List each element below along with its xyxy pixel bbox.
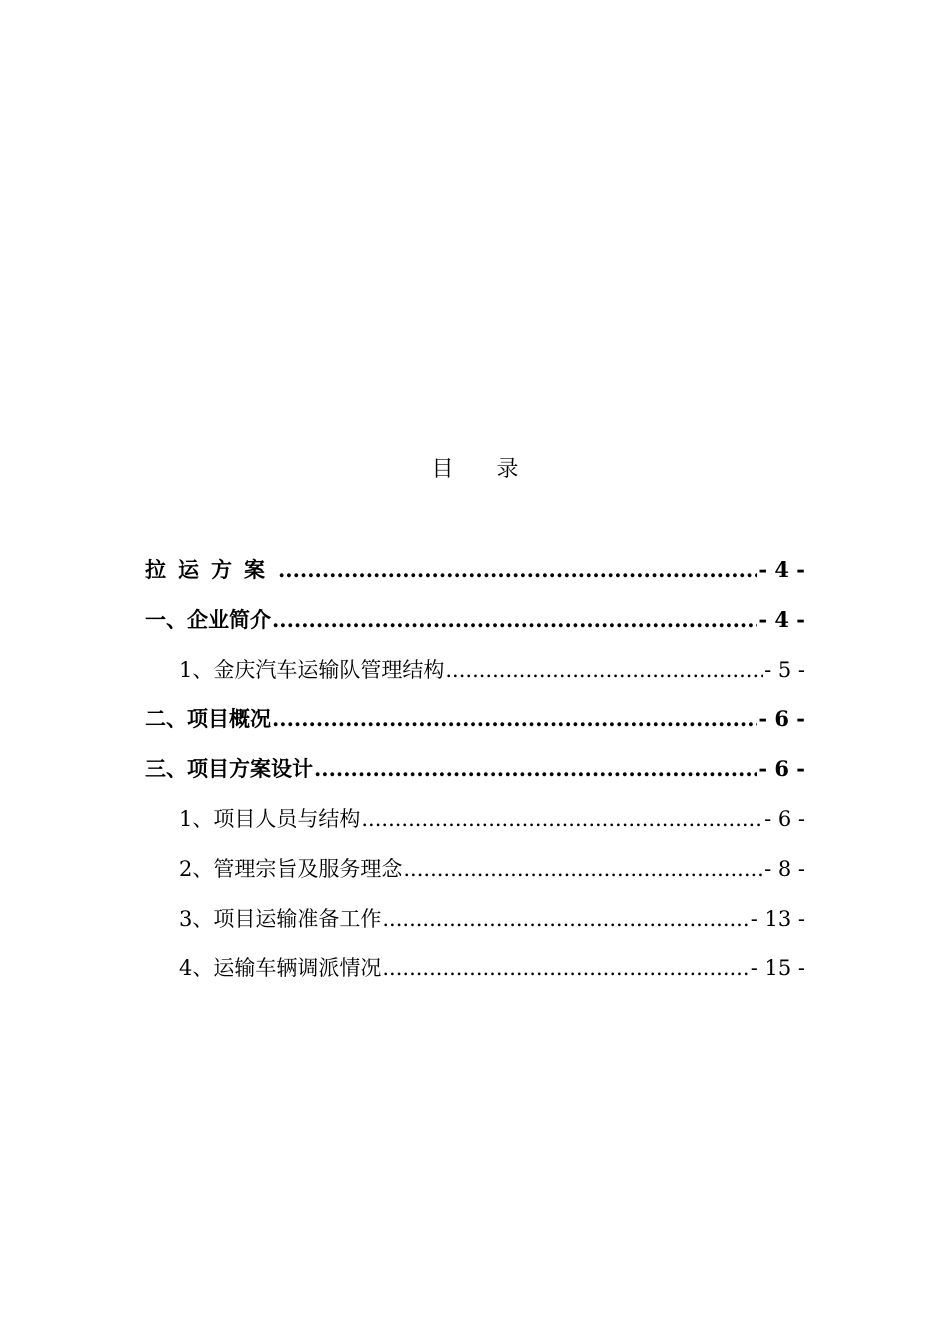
toc-entry-transport-preparation[interactable] (145, 899, 805, 949)
toc-dot-leader (403, 849, 763, 889)
toc-page-number: - 4 - (758, 606, 805, 632)
toc-entry-company-intro[interactable] (145, 600, 805, 650)
toc-entry-label: 拉运方案 (145, 557, 277, 582)
toc-entry-label: 1、金庆汽车运输队管理结构 (179, 657, 445, 682)
toc-dot-leader (272, 699, 757, 739)
toc-title: 目 录 (431, 457, 537, 482)
toc-entry-project-design[interactable] (145, 749, 805, 799)
toc-dot-leader (272, 600, 757, 640)
toc-list (145, 550, 805, 998)
toc-dot-leader (314, 749, 757, 789)
toc-page-number: - 6 - (764, 806, 805, 831)
toc-dot-leader (361, 799, 763, 839)
toc-dot-leader (278, 550, 757, 590)
toc-page-number: - 8 - (764, 856, 805, 881)
toc-page-number: - 6 - (758, 706, 805, 732)
toc-entry-label: 二、项目概况 (145, 706, 271, 732)
toc-dot-leader (445, 650, 763, 690)
toc-entry-label: 2、管理宗旨及服务理念 (179, 856, 403, 881)
toc-page-number: - 6 - (758, 756, 805, 782)
toc-dot-leader (382, 948, 749, 988)
toc-entry-management-philosophy[interactable] (145, 849, 805, 899)
toc-entry-staff-structure[interactable] (145, 799, 805, 849)
toc-page-number: - 4 - (758, 557, 805, 582)
toc-entry-vehicle-dispatch[interactable] (145, 948, 805, 998)
toc-entry-transport-plan[interactable] (145, 550, 805, 600)
toc-page-number: - 13 - (750, 906, 805, 931)
toc-entry-label: 4、运输车辆调派情况 (179, 956, 382, 981)
toc-page-number: - 5 - (764, 657, 805, 682)
toc-page-number: - 15 - (750, 956, 805, 981)
toc-entry-label: 三、项目方案设计 (145, 756, 313, 782)
toc-dot-leader (382, 899, 749, 939)
toc-entry-label: 3、项目运输准备工作 (179, 906, 382, 931)
toc-entry-label: 1、项目人员与结构 (179, 806, 361, 831)
toc-entry-management-structure[interactable] (145, 650, 805, 700)
toc-entry-project-overview[interactable] (145, 699, 805, 749)
toc-entry-label: 一、企业简介 (145, 606, 271, 632)
